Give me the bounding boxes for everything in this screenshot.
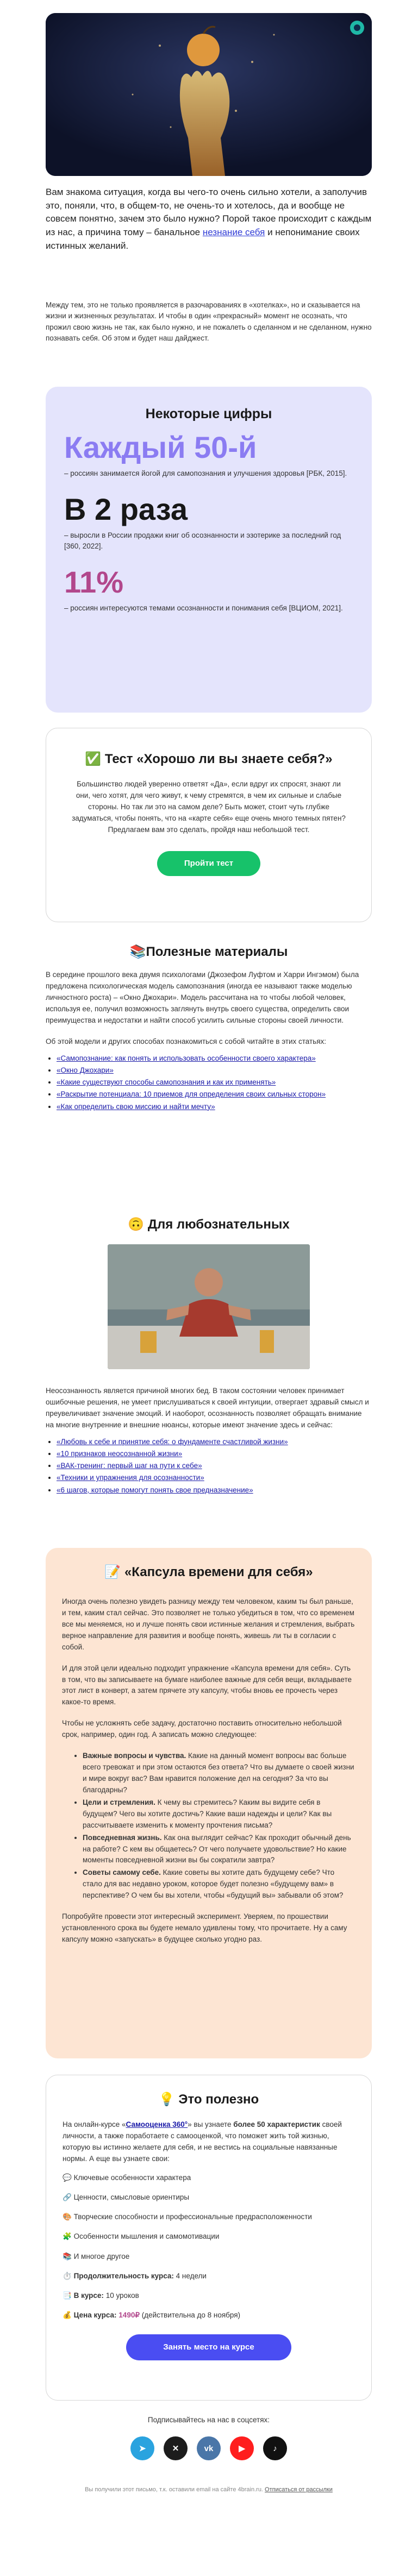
duration-value: 4 недели <box>176 2271 207 2280</box>
list-item-text: Какие на данный момент вопросы вас больше всего тревожат и при этом остаются без ответа? Что вы думаете о своей жизни и мире вокруг вас? Вам нравится положение дел на сегодня? За что вы благодарны? <box>83 1752 354 1794</box>
stat-item <box>64 566 353 613</box>
numbers-title: Некоторые цифры <box>145 406 272 421</box>
list-item-heading: Повседневная жизнь. <box>83 1833 162 1842</box>
article-link[interactable]: «Любовь к себе и принятие себя: о фундаменте счастливой жизни» <box>57 1437 288 1446</box>
brand-logo-icon <box>350 21 364 35</box>
tiktok-icon[interactable]: ♪ <box>263 2436 287 2460</box>
sub-paragraph: Между тем, это не только проявляется в разочарованиях в «хотелках», но и сказывается на жизни и жизненных результатах. И чтобы в один «прекрасный» момент не осознать, что прожил свою жизнь не так, как было нужно, и не пожалеть о сделанном и не сделанном, нужно познавать себя. Об этом и будет наш дайджест. <box>46 301 372 342</box>
list-item <box>57 1460 372 1471</box>
useful-intro-text: » вы узнаете <box>188 2120 234 2128</box>
price-value: 1490₽ <box>118 2311 140 2320</box>
footer <box>46 2486 372 2493</box>
hand-with-apple-illustration <box>46 13 372 176</box>
course-price: 💰 Цена курса: 1490₽ (действительна до 8 ноября) <box>63 2311 241 2320</box>
feature-text: Творческие способности и профессиональные предрасположенности <box>73 2213 312 2221</box>
stat-description: – выросли в России продажи книг об осознанности и эзотерике за последний год [360, 2022]. <box>64 531 341 550</box>
speech-bubble-icon: 💬 <box>63 2173 72 2182</box>
curious-section <box>46 1217 372 1497</box>
materials-section <box>46 944 372 1113</box>
list-item-heading: Цели и стремления. <box>83 1798 155 1806</box>
capsule-paragraph: Иногда очень полезно увидеть разницу между тем человеком, каким ты был раньше, и тем, каким стал сейчас. Это позволяет не только убедиться в том, что со временем все мы меняемся, но и лучше понять свои истинные желания и стремления, выбрать верное направление для развития и вообще понять, живешь ли ты в согласии с собой. <box>62 1597 355 1651</box>
list-item-text: К чему вы стремитесь? Каким вы видите себя в будущем? Чего вы хотите достичь? Какие ваши надежды и цели? Как вы рассчитываете изменить к моменту прочтения письма? <box>83 1798 332 1829</box>
puzzle-icon: 🧩 <box>63 2232 72 2241</box>
stat-item <box>64 432 353 478</box>
intro-paragraph <box>46 186 372 253</box>
materials-text-2: Об этой модели и других способах познакомиться с собой читайте в этих статьях: <box>46 1037 327 1045</box>
price-label: Цена курса: <box>73 2311 117 2320</box>
stat-description: – россиян интересуются темами осознанности и понимания себя [ВЦИОМ, 2021]. <box>64 604 343 613</box>
lessons-label: В курсе: <box>73 2291 104 2300</box>
capsule-paragraph: Чтобы не усложнять себе задачу, достаточно поставить относительно небольшой срок, например, один год. А записать можно следующее: <box>62 1719 342 1739</box>
capsule-paragraph: И для этой цели идеально подходит упражнение «Капсула времени для себя». Суть в том, что вы записываете на бумаге наиболее важные для себя вещи, вкладываете этот лист в конверт, а затем прячете эту капсулу, чтобы вновь ее прочесть через какое-то время. <box>62 1664 352 1706</box>
list-item <box>57 1437 372 1447</box>
article-link[interactable]: «Техники и упражнения для осознанности» <box>57 1473 204 1482</box>
useful-intro <box>63 2119 355 2165</box>
test-card <box>46 728 372 922</box>
course-link[interactable]: Самооценка 360° <box>126 2120 188 2128</box>
list-item <box>57 1101 372 1112</box>
capsule-title: 📝 «Капсула времени для себя» <box>104 1565 313 1579</box>
telegram-icon[interactable]: ➤ <box>130 2436 154 2460</box>
list-item <box>57 1089 372 1100</box>
stat-value: Каждый 50-й <box>64 430 257 464</box>
materials-title: 📚Полезные материалы <box>129 944 288 959</box>
man-at-table-photo <box>108 1244 310 1369</box>
vk-icon[interactable]: vk <box>197 2436 221 2460</box>
feature-item <box>63 2212 355 2222</box>
list-item-heading: Важные вопросы и чувства. <box>83 1752 186 1760</box>
feature-item <box>63 2192 355 2203</box>
feature-item <box>63 2172 355 2183</box>
list-item <box>57 1077 372 1088</box>
article-link[interactable]: «Самопознание: как понять и использовать особенности своего характера» <box>57 1054 316 1062</box>
list-item-text: Какие советы вы хотите дать будущему себе? Что стало для вас недавно уроком, которое будет полезно «будущему вам» в перспективе? О чем бы вы хотели, чтобы «будущий вы» забывали об этом? <box>83 1868 344 1900</box>
test-title: ✅ Тест «Хорошо ли вы знаете себя?» <box>85 752 333 766</box>
article-link[interactable]: «6 шагов, которые помогут понять свое предназначение» <box>57 1485 253 1494</box>
feature-item <box>63 2251 355 2262</box>
lessons-value: 10 уроков <box>105 2291 139 2300</box>
stat-value: 11% <box>64 565 123 600</box>
price-note: (действительна до 8 ноября) <box>141 2311 241 2320</box>
article-link[interactable]: «Окно Джохари» <box>57 1066 114 1074</box>
follow-text: Подписывайтесь на нас в соцсетях: <box>147 2416 270 2424</box>
x-icon[interactable]: ✕ <box>164 2436 188 2460</box>
course-lessons: 📑 В курсе: 10 уроков <box>63 2291 139 2300</box>
social-links <box>130 2436 287 2461</box>
list-item-text: Как она выглядит сейчас? Как проходит обычный день на работе? С кем вы общаетесь? От чего получаете удовольствие? Но какие моменты повседневной жизни вы бы сократили завтра? <box>83 1833 351 1865</box>
duration-label: Продолжительность курса: <box>73 2271 174 2280</box>
link-icon: 🔗 <box>63 2193 72 2201</box>
books-icon: 📚 <box>63 2252 72 2260</box>
test-text: Большинство людей уверенно ответят «Да», если вдруг их спросят, знают ли они, чего хотят, для чего живут, к чему стремятся, в чем их сильные и слабые стороны. Но так ли это на самом деле? Быть может, стоит чуть глубже задуматься, чтобы понять, что на «карте себя» еще очень много темных пятен? Предлагаем вам это сделать, пройдя наш небольшой тест. <box>72 780 346 834</box>
useful-card <box>46 2075 372 2401</box>
article-link[interactable]: «Раскрытие потенциала: 10 приемов для определения своих сильных сторон» <box>57 1090 326 1099</box>
stat-description: – россиян занимается йогой для самопознания и улучшения здоровья [РБК, 2015]. <box>64 469 347 477</box>
list-item <box>83 1750 355 1796</box>
capsule-paragraph: Попробуйте провести этот интересный эксперимент. Уверяем, по прошествии установленного срока вы будете немало удивлены тому, что прочитаете. Ну а саму капсулу можно «запускать» в будущее сколько угодно раз. <box>62 1912 347 1943</box>
materials-links <box>46 1053 372 1112</box>
enroll-button[interactable]: Занять место на курсе <box>126 2334 291 2360</box>
footer-text: Вы получили этот письмо, т.к. оставили email на сайте 4brain.ru. <box>85 2486 265 2493</box>
curious-title: 🙃 Для любознательных <box>128 1217 290 1232</box>
list-item <box>83 1797 355 1831</box>
materials-text: В середине прошлого века двумя психологами (Джозефом Луфтом и Харри Ингэмом) была предложена психологическая модель самопознания (иногда ее называют также моделью личностного роста) – «Окно Джохари». Модель рассчитана на то чтобы любой человек, используя ее, получил возможность заглянуть внутрь своего существа, определить свои преимущества и недостатки и найти способ усилить сильные стороны своей личности. <box>46 971 359 1024</box>
stat-item <box>64 494 353 551</box>
list-item <box>83 1832 355 1867</box>
useful-intro-bold: более 50 характеристик <box>233 2120 320 2128</box>
useful-title: 💡 Это полезно <box>158 2092 259 2107</box>
take-test-button[interactable]: Пройти тест <box>157 851 260 876</box>
article-link[interactable]: «10 признаков неосознанной жизни» <box>57 1449 183 1458</box>
course-duration: ⏱️ Продолжительность курса: 4 недели <box>63 2271 207 2280</box>
useful-intro-text: На онлайн-курсе « <box>63 2120 126 2128</box>
list-item <box>57 1448 372 1459</box>
hero-image <box>46 13 372 176</box>
feature-text: Ключевые особенности характера <box>73 2173 191 2182</box>
feature-text: И многое другое <box>73 2252 130 2260</box>
feature-item <box>63 2231 355 2242</box>
list-item <box>57 1053 372 1064</box>
useful-intro-text: своей личности, а также поработаете с самооценкой, что поможет жить той жизнью, которую вы истинно желаете для себя, и не вестись на социальные навязанные нормы. А еще вы узнаете свои: <box>63 2120 342 2163</box>
intro-text-start: Вам знакома ситуация, когда вы чего-то очень сильно хотели, а заполучив это, поняли, что, в общем-то, не очень-то и хотелось, да и вообще не совсем понятно, зачем это было нужно? Порой такое происходит с каждым из нас, а причина тому – банальное <box>46 187 372 237</box>
intro-link[interactable]: незнание себя <box>202 226 265 237</box>
palette-icon: 🎨 <box>63 2213 72 2221</box>
unsubscribe-link[interactable]: Отписаться от рассылки <box>265 2486 333 2493</box>
capsule-card <box>46 1548 372 2058</box>
capsule-list <box>62 1750 355 1901</box>
list-item <box>83 1867 355 1901</box>
intro-text-end: и непонимание своих истинных желаний. <box>46 226 360 251</box>
feature-text: Особенности мышления и самомотивации <box>73 2232 220 2241</box>
feature-text: Ценности, смысловые ориентиры <box>73 2193 190 2201</box>
article-link[interactable]: «Какие существуют способы самопознания и как их применять» <box>57 1078 276 1087</box>
curious-links <box>46 1437 372 1496</box>
numbers-card <box>46 387 372 713</box>
curious-text: Неосознанность является причиной многих бед. В таком состоянии человек принимает ошибочные решения, не умеет прислушиваться к своей интуиции, отвергает здравый смысл и преувеличивает значение эмоций. И наоборот, осознанность позволяет обращать внимание на многие внутренние и внешние нюансы, которые имеют значение здесь и сейчас: <box>46 1387 369 1429</box>
list-item <box>57 1485 372 1496</box>
youtube-icon[interactable]: ▶ <box>230 2436 254 2460</box>
article-link[interactable]: «Как определить свою миссию и найти мечту» <box>57 1102 215 1111</box>
list-item <box>57 1065 372 1076</box>
stat-value: В 2 раза <box>64 492 188 527</box>
article-link[interactable]: «ВАК-тренинг: первый шаг на пути к себе» <box>57 1462 202 1470</box>
list-item-heading: Советы самому себе. <box>83 1868 161 1877</box>
list-item <box>57 1472 372 1483</box>
